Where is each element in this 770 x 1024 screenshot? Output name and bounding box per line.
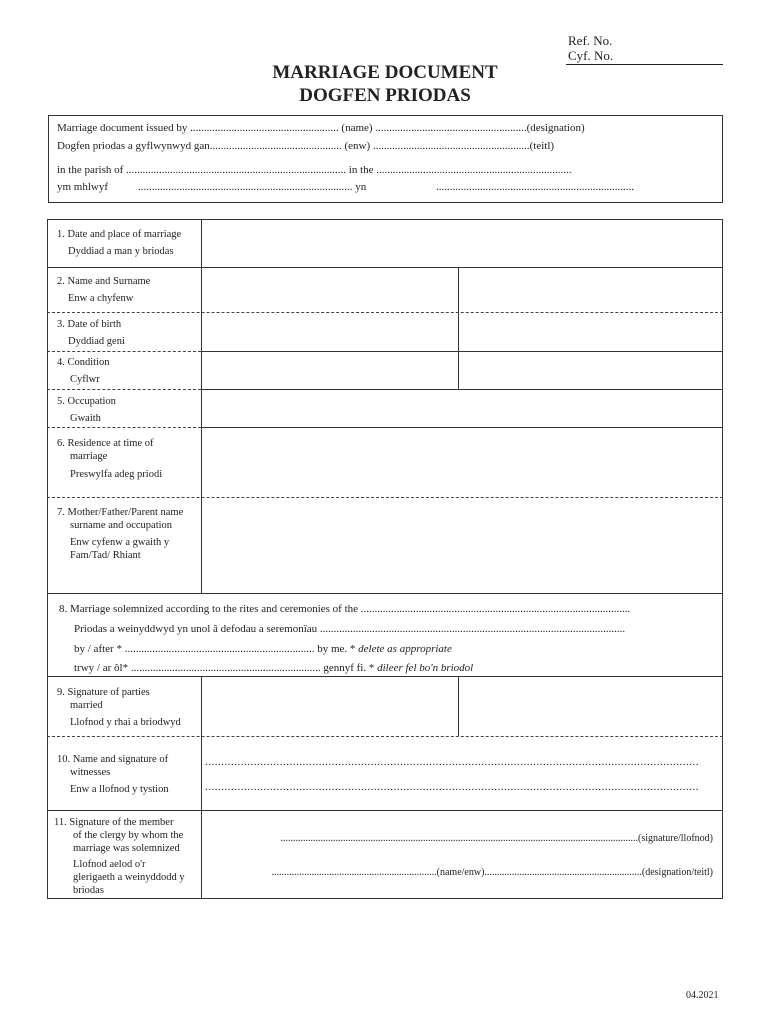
row-9-label-en-2: married (70, 700, 103, 711)
row-10-label-en: 10. Name and signature of (57, 754, 169, 765)
parish-line-en: in the parish of ................................................................................ in the ....................................................................... (57, 164, 572, 176)
residence-field[interactable] (202, 428, 722, 496)
row-7-label-cy-2: Fam/Tad/ Rhiant (70, 550, 141, 561)
clergy-name-line[interactable]: ..................................................................(name/enw)...............................................................(designation/teitl) (271, 867, 713, 878)
condition-field-party-1[interactable] (202, 352, 457, 388)
row-1-label-cy: Dyddiad a man y briodas (68, 246, 174, 257)
clergy-signature-line[interactable]: ...............................................................................................................................................(signature/llofnod) (280, 833, 713, 844)
row-9-label-cy: Llofnod y rhai a briodwyd (70, 717, 181, 728)
row-3-label-en: 3. Date of birth (57, 319, 122, 330)
dob-field-party-1[interactable] (202, 313, 457, 350)
row-divider (47, 736, 723, 737)
row-10-label-cy: Enw a llofnod y tystion (70, 784, 169, 795)
form-version-date: 04.2021 (686, 990, 719, 1001)
row-11-label-en: 11. Signature of the member (54, 817, 174, 828)
name-field-party-1[interactable] (202, 268, 457, 311)
dob-field-party-2[interactable] (459, 313, 722, 350)
row-2-label-cy: Enw a chyfenw (68, 293, 134, 304)
row-6-label-cy: Preswylfa adeg priodi (70, 469, 163, 480)
row-divider (47, 593, 723, 594)
signature-field-party-2[interactable] (459, 677, 722, 735)
row-11-label-en-3: marriage was solemnized (73, 843, 180, 854)
row-11-label-cy-3: briodas (73, 885, 104, 896)
witness-line-2[interactable]: ........................................................................................................................................................ (205, 781, 699, 793)
name-field-party-2[interactable] (459, 268, 722, 311)
row-5-label-en: 5. Occupation (57, 396, 116, 407)
row-6-label-en-2: marriage (70, 451, 108, 462)
parish-label-cy: ym mhlwyf (57, 181, 109, 193)
row-11-label-en-2: of the clergy by whom the (73, 830, 184, 841)
row-8-rites-en: 8. Marriage solemnized according to the rites and ceremonies of the .................................................................................................. (59, 603, 631, 615)
date-place-field[interactable] (202, 220, 722, 266)
cyf-no-label: Cyf. No. (568, 48, 614, 63)
row-8-by-note: delete as appropriate (358, 643, 452, 655)
row-11-label-cy-2: glerigaeth a weinyddodd y (73, 872, 185, 883)
row-9-label-en: 9. Signature of parties (57, 687, 150, 698)
witness-line-1[interactable]: ........................................................................................................................................................ (205, 756, 699, 768)
row-7-label-en: 7. Mother/Father/Parent name (57, 507, 184, 518)
row-7-label-cy: Enw cyfenw a gwaith y (70, 537, 170, 548)
issuer-line-cy: Dogfen priodas a gyflwynwyd gan................................................ (enw) .........................................................(teitl) (57, 140, 555, 152)
row-11-label-cy: Llofnod aelod o'r (73, 859, 146, 870)
row-6-label-en: 6. Residence at time of (57, 438, 154, 449)
row-divider (47, 351, 201, 352)
issuer-line-en: Marriage document issued by ...................................................... (name) .......................................................(designation) (57, 122, 585, 134)
row-5-label-cy: Gwaith (70, 413, 101, 424)
page-title-welsh: DOGFEN PRIODAS (299, 85, 471, 106)
row-divider (47, 427, 201, 428)
condition-field-party-2[interactable] (459, 352, 722, 388)
row-4-label-cy: Cyflwr (70, 374, 100, 385)
row-7-label-en-2: surname and occupation (70, 520, 173, 531)
row-8-trwy-line (74, 662, 473, 675)
row-8-rites-cy: Priodas a weinyddwyd yn unol â defodau a seremonïau ............................................................................................................... (74, 623, 626, 635)
row-8-trwy-text: trwy / ar ôl* ..................................................................... gennyf fi. * (74, 662, 375, 674)
page-title: MARRIAGE DOCUMENT (272, 62, 498, 83)
occupation-field[interactable] (202, 390, 722, 426)
row-4-label-en: 4. Condition (57, 357, 110, 368)
row-8-trwy-note: dileer fel bo'n briodol (377, 662, 474, 674)
row-10-label-en-2: witnesses (70, 767, 111, 778)
row-2-label-en: 2. Name and Surname (57, 276, 151, 287)
row-8-by-text: by / after * ..................................................................... by me. * (74, 643, 356, 655)
parish-dots-cy: .............................................................................. yn (138, 181, 367, 193)
ref-number-block (568, 33, 613, 63)
county-dots-cy: ........................................................................ (436, 181, 634, 193)
row-3-label-cy: Dyddiad geni (68, 336, 125, 347)
parents-field[interactable] (202, 498, 722, 592)
row-8-by-line (74, 643, 452, 656)
signature-field-party-1[interactable] (202, 677, 457, 735)
row-1-label-en: 1. Date and place of marriage (57, 229, 182, 240)
row-divider (47, 810, 723, 811)
row-divider (47, 389, 201, 390)
ref-no-label: Ref. No. (568, 33, 613, 48)
